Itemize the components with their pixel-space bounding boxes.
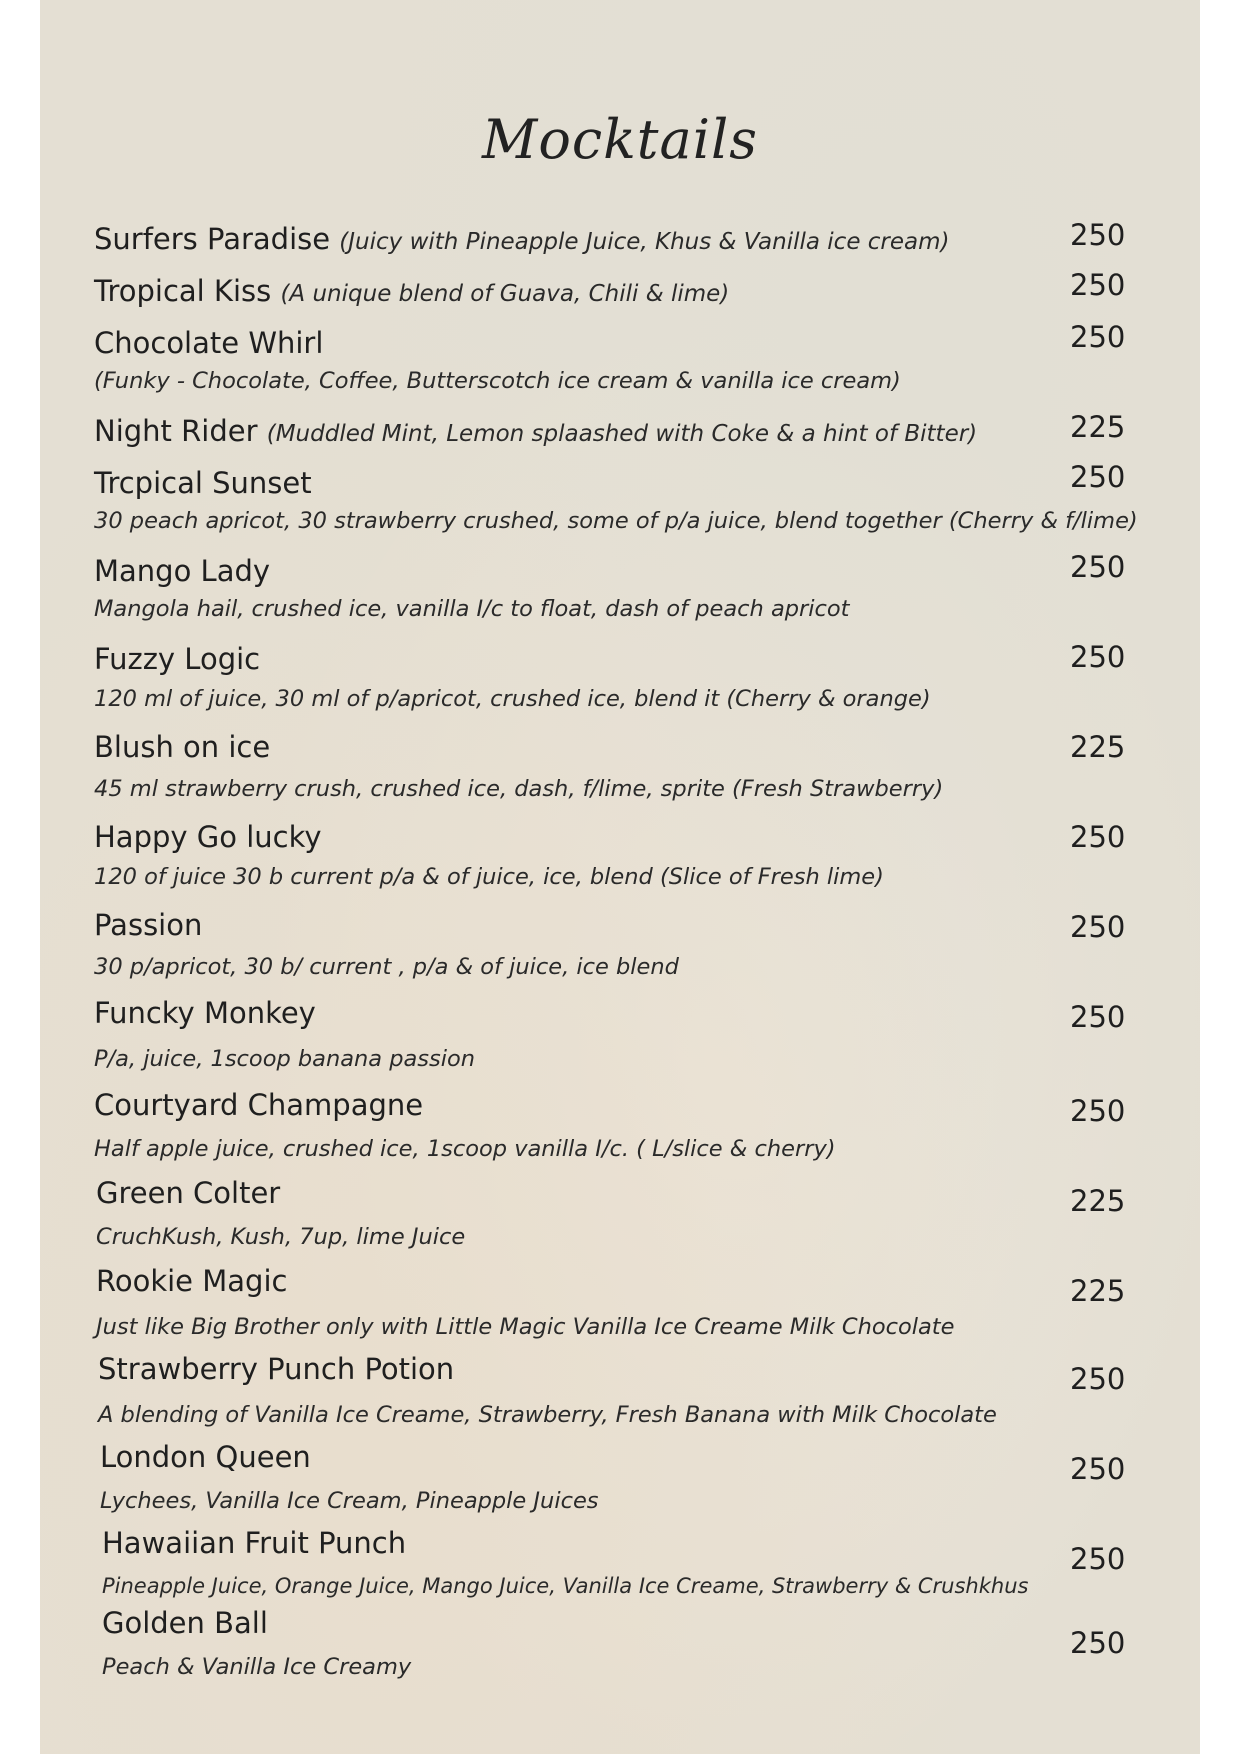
menu-item-description: 120 of juice 30 b current p/a & of juice, ice, blend (Slice of Fresh lime)	[94, 864, 884, 890]
menu-item-description: Pineapple Juice, Orange Juice, Mango Juice, Vanilla Ice Creame, Strawberry & Crushkhus	[102, 1574, 1029, 1598]
menu-item-description: A blending of Vanilla Ice Creame, Strawberry, Fresh Banana with Milk Chocolate	[98, 1402, 997, 1428]
menu-item-description: 120 ml of juice, 30 ml of p/apricot, crushed ice, blend it (Cherry & orange)	[94, 686, 931, 712]
menu-item-price: 250	[1070, 640, 1126, 674]
item-inline-description: (A unique blend of Guava, Chili & lime)	[280, 281, 730, 307]
menu-item-description: Half apple juice, crushed ice, 1scoop vanilla I/c. ( L/slice & cherry)	[94, 1136, 836, 1162]
menu-item-name: Rookie Magic	[96, 1264, 288, 1298]
menu-item-name: Green Colter	[96, 1176, 281, 1210]
menu-item-description: Just like Big Brother only with Little Magic Vanilla Ice Creame Milk Chocolate	[96, 1314, 955, 1340]
menu-item-name	[94, 222, 950, 256]
item-name-text: Night Rider	[94, 414, 258, 448]
page-margin-left	[0, 0, 40, 1754]
menu-item-name: Funcky Monkey	[94, 996, 316, 1030]
menu-item-name: Blush on ice	[94, 730, 271, 764]
menu-item-price: 225	[1070, 1274, 1126, 1308]
menu-item-name: Hawaiian Fruit Punch	[102, 1526, 407, 1560]
menu-item-description: Lychees, Vanilla Ice Cream, Pineapple Juices	[100, 1488, 599, 1514]
page-margin-right	[1200, 0, 1241, 1754]
menu-item-name: Passion	[94, 908, 203, 942]
menu-item-price: 250	[1070, 460, 1126, 494]
menu-item-price: 225	[1070, 730, 1126, 764]
menu-item-price: 250	[1070, 1094, 1126, 1128]
menu-item-name: Fuzzy Logic	[94, 642, 261, 676]
menu-item-description: Mangola hail, crushed ice, vanilla I/c to float, dash of peach apricot	[94, 596, 850, 622]
menu-item-description: (Funky - Chocolate, Coffee, Butterscotch ice cream & vanilla ice cream)	[94, 368, 901, 394]
menu-item-price: 250	[1070, 218, 1126, 252]
item-inline-description: (Muddled Mint, Lemon splaashed with Coke & a hint of Bitter)	[266, 421, 978, 447]
item-inline-description: (Juicy with Pineapple Juice, Khus & Vanilla ice cream)	[339, 229, 950, 255]
menu-page	[40, 0, 1200, 1754]
menu-item-description: P/a, juice, 1scoop banana passion	[94, 1046, 476, 1072]
menu-item-description: 30 peach apricot, 30 strawberry crushed, some of p/a juice, blend together (Cherry & f/lime)	[94, 508, 1138, 534]
menu-item-name: London Queen	[100, 1440, 311, 1474]
menu-item-description: 30 p/apricot, 30 b/ current , p/a & of juice, ice blend	[94, 954, 679, 980]
menu-item-name: Courtyard Champagne	[94, 1088, 424, 1122]
menu-item-price: 225	[1070, 410, 1126, 444]
menu-item-price: 250	[1070, 1452, 1126, 1486]
menu-item-description: Peach & Vanilla Ice Creamy	[102, 1654, 412, 1680]
item-name-text: Surfers Paradise	[94, 222, 331, 256]
menu-item-name: Chocolate Whirl	[94, 326, 324, 360]
menu-item-name: Trcpical Sunset	[94, 466, 312, 500]
menu-item-name: Strawberry Punch Potion	[98, 1352, 455, 1386]
menu-item-name: Happy Go lucky	[94, 820, 322, 854]
menu-item-price: 250	[1070, 820, 1126, 854]
menu-item-price: 250	[1070, 268, 1126, 302]
menu-item-name	[94, 414, 977, 448]
menu-item-price: 250	[1070, 1000, 1126, 1034]
menu-item-description: 45 ml strawberry crush, crushed ice, dash, f/lime, sprite (Fresh Strawberry)	[94, 776, 944, 802]
menu-item-price: 250	[1070, 910, 1126, 944]
menu-item-price: 225	[1070, 1184, 1126, 1218]
menu-item-name: Mango Lady	[94, 554, 271, 588]
menu-item-name: Golden Ball	[102, 1606, 268, 1640]
menu-title: Mocktails	[482, 108, 758, 171]
item-name-text: Tropical Kiss	[94, 274, 272, 308]
menu-item-description: CruchKush, Kush, 7up, lime Juice	[96, 1224, 466, 1250]
menu-item-price: 250	[1070, 1542, 1126, 1576]
menu-item-name	[94, 274, 729, 308]
menu-item-price: 250	[1070, 1362, 1126, 1396]
menu-item-price: 250	[1070, 1626, 1126, 1660]
menu-item-price: 250	[1070, 320, 1126, 354]
menu-item-price: 250	[1070, 550, 1126, 584]
